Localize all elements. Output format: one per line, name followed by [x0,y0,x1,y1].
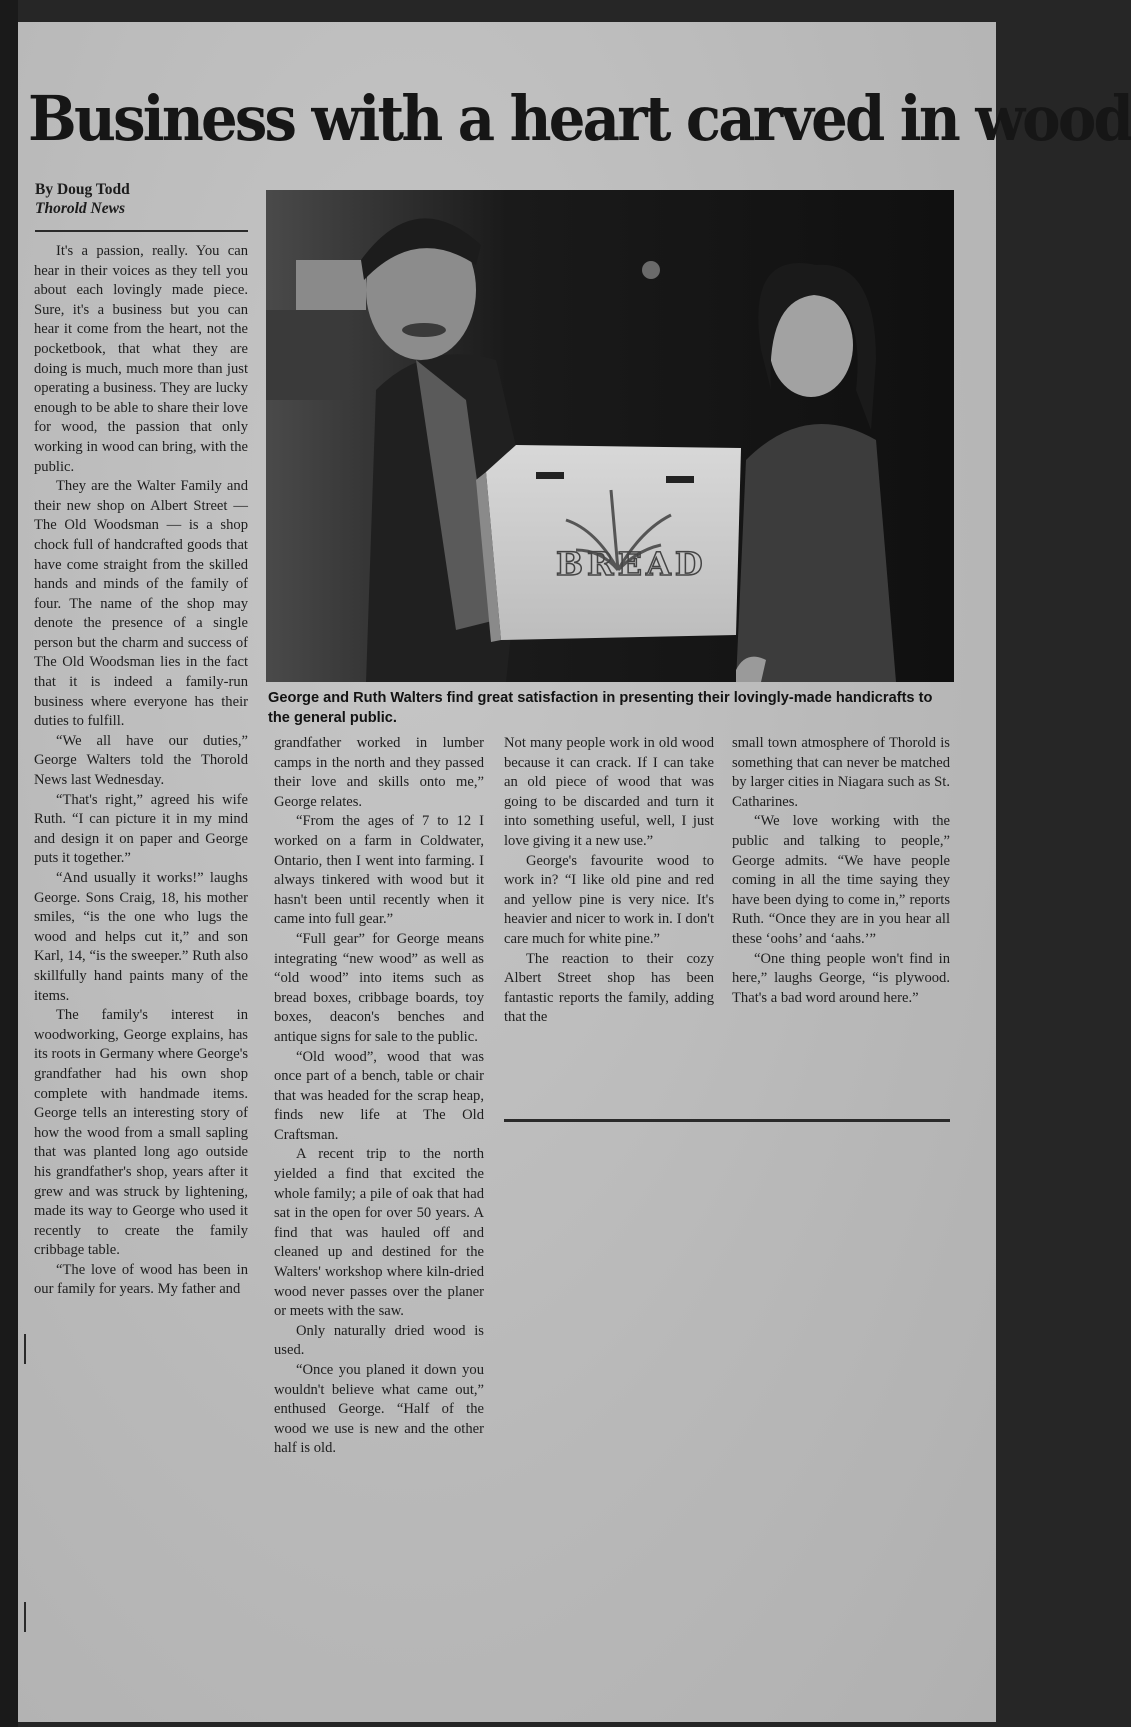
bread-box [486,445,741,640]
article-column-1 [34,242,248,1300]
article-paragraph: The reaction to their cozy Albert Street shop has been fantastic reports the family, adding that the [504,950,714,1026]
photo-illustration [266,190,954,682]
woman-sweater [736,424,896,682]
article-paragraph: George's favourite wood to work in? “I like old pine and red and yellow pine is very nice. It's heavier and nicer to work in. I don't care much for white pine.” [504,852,714,947]
article-paragraph: A recent trip to the north yielded a find that excited the whole family; a pile of oak that had sat in the open for over 50 years. A find that was hauled off and cleaned up and destined for the Walters' workshop where kiln-dried wood never passes over the planer or meets with the saw. [274,1146,484,1320]
article-paragraph: small town atmosphere of Thorold is something that can never be matched by larger cities in Niagara such as St. Catharines. [732,735,950,810]
article-paragraph: “We all have our duties,” George Walters told the Thorold News last Wednesday. [34,732,248,789]
article-paragraph: Only naturally dried wood is used. [274,1322,484,1359]
background-box [296,260,366,310]
article-column-2 [274,734,484,1459]
article-paragraph: It's a passion, really. You can hear in their voices as they tell you about each lovingly made piece. Sure, it's a business but you can hear it come from the heart, not the pocketbook, that what they are doing is much, much more than just operating a business. They are lucky enough to be able to share their love for wood, the passion that only working in wood can bring, with the public. [34,243,248,475]
article-photo [266,190,954,682]
publication-name: Thorold News [35,200,125,218]
headline: Business with a heart carved in wood [28,82,1131,155]
article-paragraph: “Once you planed it down you wouldn't believe what came out,” enthused George. “Half of the wood we use is new and the other half is old. [274,1362,484,1457]
byline-rule [35,230,248,232]
article-column-4 [732,734,950,1008]
article-paragraph: “Full gear” for George means integrating “new wood” as well as “old wood” into items such as bread boxes, cribbage boards, toy boxes, deacon's benches and antique signs for sale to the public. [274,930,484,1045]
article-paragraph: The family's interest in woodworking, George explains, has its roots in Germany where George's grandfather had his own shop complete with handmade items. George tells an interesting story of how the wood from a small sapling that was planted long ago outside his grandfather's shop, years after it grew and was struck by lightening, made its way to George who used it recently to create the family cribbage table. [34,1007,248,1259]
article-column-3 [504,734,714,1028]
pen-mark [24,1602,26,1632]
article-paragraph: “And usually it works!” laughs George. Sons Craig, 18, his mother smiles, “is the one who lugs the wood and helps cut it,” and son Karl, 14, “is the sweeper.” Ruth also skillfully hand paints many of the items. [34,870,248,1004]
article-paragraph: “Old wood”, wood that was once part of a bench, table or chair that was headed for the scrap heap, finds new life at The Old Craftsman. [274,1048,484,1143]
article-paragraph: They are the Walter Family and their new shop on Albert Street — The Old Woodsman — is a shop chock full of handcrafted goods that have come straight from the skilled hands and minds of the family of four. The name of the shop may denote the presence of a single person but the charm and success of The Old Woodsman lies in the fact that it is indeed a family-run business where everyone has their duties to fulfill. [34,478,248,730]
article-paragraph: “That's right,” agreed his wife Ruth. “I can picture it in my mind and design it on paper and George puts it together.” [34,791,248,867]
byline [35,180,245,219]
end-rule [504,1119,950,1122]
article-paragraph: “We love working with the public and talking to people,” George admits. “We have people coming in all the time saying they have been dying to come in,” reports Ruth. “Once they are in you hear all these ‘oohs’ and ‘aahs.’” [732,813,950,947]
article-paragraph: “One thing people won't find in here,” laughs George, “is plywood. That's a bad word around here.” [732,950,950,1006]
pen-mark [24,1334,26,1364]
article-paragraph: “The love of wood has been in our family for years. My father and [34,1261,248,1298]
bread-label: BREAD [556,545,707,583]
newspaper-clipping [18,22,1131,1722]
photo-caption: George and Ruth Walters find great satisfaction in presenting their lovingly-made handicrafts to the general public. [268,690,933,726]
author-name: By Doug Todd [35,181,130,198]
article-paragraph: “From the ages of 7 to 12 I worked on a farm in Coldwater, Ontario, then I went into farming. I always tinkered with wood but it hasn't been until recently when it came into full gear.” [274,813,484,928]
article-paragraph: Not many people work in old wood because it can crack. If I can take an old piece of wood that was going to be discarded and turn it into something useful, well, I just love giving it a new use.” [504,735,714,849]
frame-edge [0,0,18,1727]
article-paragraph: grandfather worked in lumber camps in the north and they passed their love and skills onto me,” George relates. [274,735,484,810]
